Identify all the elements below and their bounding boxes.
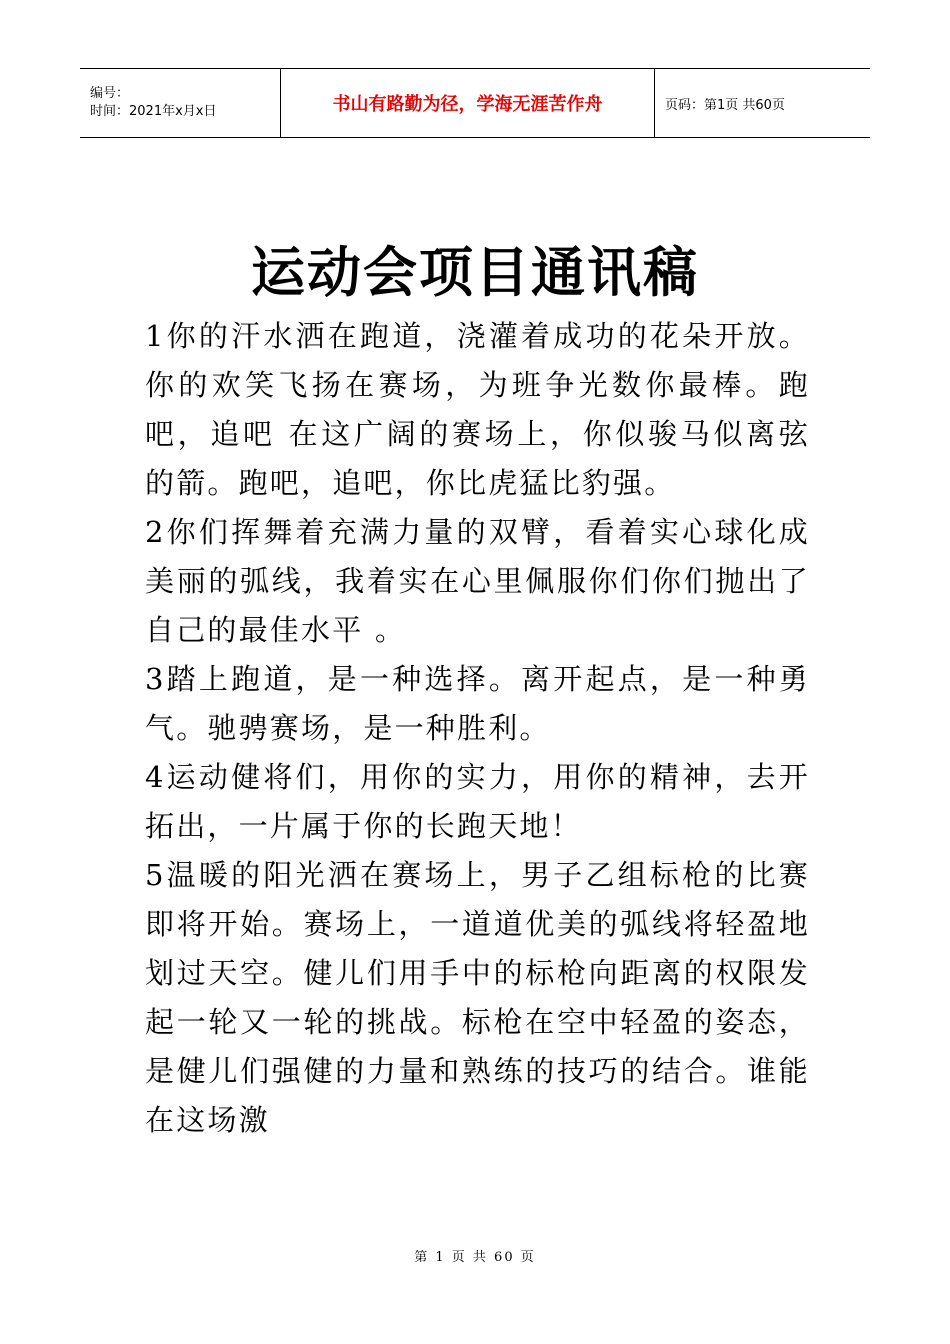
- paragraph: 4运动健将们，用你的实力，用你的精神，去开拓出，一片属于你的长跑天地！: [145, 760, 810, 843]
- document-title: 运动会项目通讯稿: [251, 241, 699, 304]
- page-header: [80, 68, 870, 138]
- document-number-label: 编号：: [90, 86, 130, 101]
- document-date-label: 时间：2021年x月x日: [90, 104, 217, 119]
- header-meta: [80, 69, 281, 137]
- header-page-number: 页码：第1页 共60页: [665, 97, 785, 113]
- header-motto: 书山有路勤为径，学海无涯苦作舟: [281, 69, 655, 137]
- paragraph: 5温暖的阳光洒在赛场上，男子乙组标枪的比赛即将开始。赛场上，一道道优美的弧线将轻盈地划过天空。健儿们用手中的标枪向距离的权限发起一轮又一轮的挑战。标枪在空中轻盈的姿态，是健儿们强健的力量和熟练的技巧的结合。谁能在这场激: [145, 858, 810, 1137]
- paragraph: 2你们挥舞着充满力量的双臂，看着实心球化成美丽的弧线，我着实在心里佩服你们你们抛出了自己的最佳水平 。: [145, 515, 810, 647]
- paragraph: 1你的汗水洒在跑道，浇灌着成功的花朵开放。你的欢笑飞扬在赛场，为班争光数你最棒。跑吧，追吧 在这广阔的赛场上，你似骏马似离弦的箭。跑吧，追吧，你比虎猛比豹强。: [145, 319, 810, 500]
- paragraph: 3踏上跑道，是一种选择。离开起点，是一种勇气。驰骋赛场，是一种胜利。: [145, 662, 810, 745]
- page-footer: 第 1 页 共 60 页: [414, 1250, 536, 1265]
- document-body: [145, 312, 810, 1145]
